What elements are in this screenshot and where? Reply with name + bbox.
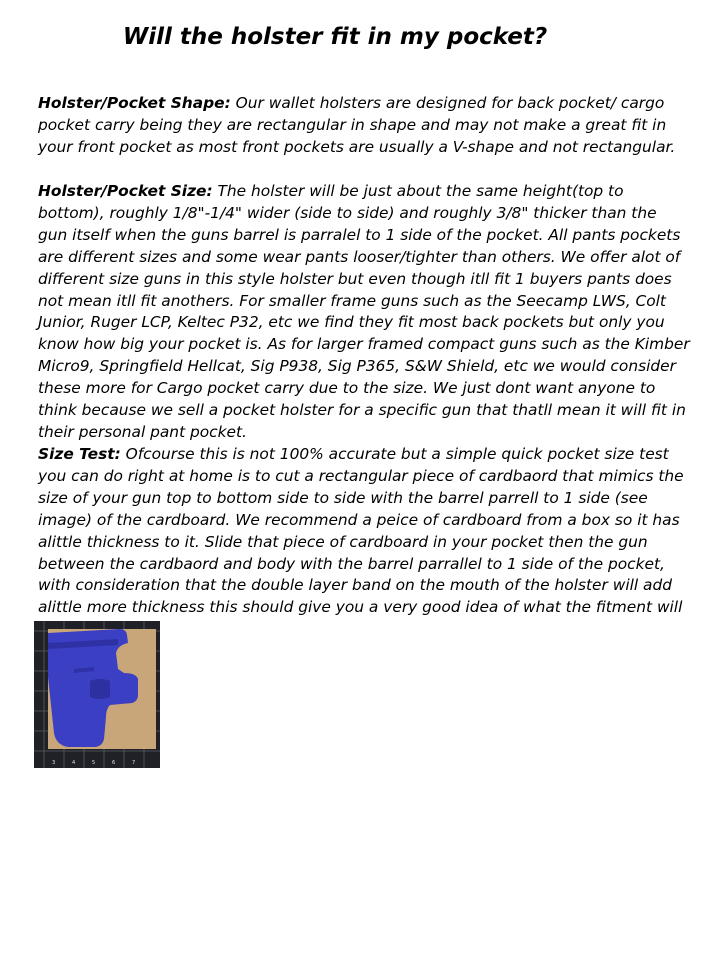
ruler-mark: 7 [132,760,136,766]
ruler-mark: 5 [92,760,96,766]
size-section [38,181,690,444]
ruler-mark: 3 [52,760,56,766]
size-test-section [38,444,690,641]
size-test-section-label: Size Test: [38,445,121,463]
size-section-text: The holster will be just about the same height(top to bottom), roughly 1/8"-1/4" wider (side to side) and roughly 3/8" thicker than the gun itself when the guns barrel is parralel to 1 side of the pocket. All pants pockets are different sizes and some wear pants looser/tighter than others. We offer alot of different size guns in this style holster but even though itll fit 1 buyers pants does not mean itll fit anothers. For smaller frame guns such as the Seecamp LWS, Colt Junior, Ruger LCP, Keltec P32, etc we find they fit most back pockets but only you know how big your pocket is. As for larger framed compact guns such as the Kimber Micro9, Springfield Hellcat, Sig P938, Sig P365, S&W Shield, etc we would consider these more for Cargo pocket carry due to the size. We just dont want anyone to think because we sell a pocket holster for a specific gun that thatll mean it will fit in their personal pant pocket. [38,182,690,441]
size-test-photo [34,621,160,768]
page-title: Will the holster fit in my pocket? [122,24,548,50]
size-section-label: Holster/Pocket Size: [38,182,213,200]
shape-section-label: Holster/Pocket Shape: [38,94,231,112]
ruler-mark: 6 [112,760,116,766]
size-test-section-text: Ofcourse this is not 100% accurate but a simple quick pocket size test you can do right at home is to cut a rectangular piece of cardbaord that mimics the size of your gun top to bottom side to side with the barrel parrell to 1 side (see image) of the cardboard. We recommend a peice of cardboard from a box so it has alittle thickness to it. Slide that piece of cardboard in your pocket then the gun between the cardbaord and body with the barrel parrallel to 1 side of the pocket, with consideration that the double layer band on the mouth of the holster will add alittle more thickness this should give you a very good idea of what the fitment will [38,445,684,617]
shape-section [38,93,690,159]
ruler-mark: 4 [72,760,76,766]
shape-section-text: Our wallet holsters are designed for back pocket/ cargo pocket carry being they are rectangular in shape and may not make a great fit in your front pocket as most front pockets are usually a V-shape and not rectangular. [38,94,676,156]
